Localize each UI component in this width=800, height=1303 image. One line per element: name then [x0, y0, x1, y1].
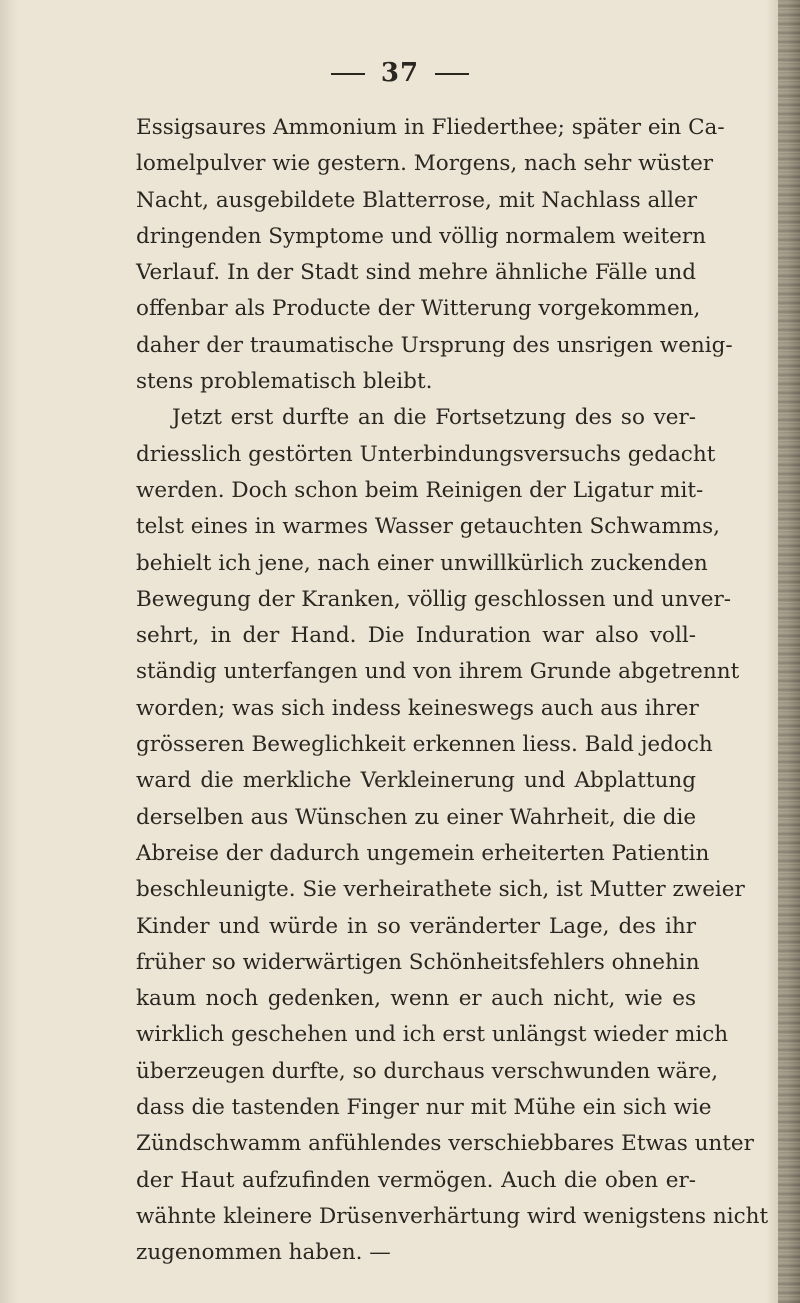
text-line: wähnte kleinere Drüsenverhärtung wird wenigstens nicht — [136, 1203, 769, 1229]
text-line: sehrt, in der Hand. Die Induration war also voll- — [136, 623, 696, 649]
text-line: dringenden Symptome und völlig normalem weitern — [136, 223, 707, 249]
text-line: driesslich gestörten Unterbindungsversuchs gedacht — [136, 441, 716, 467]
text-line: werden. Doch schon beim Reinigen der Ligatur mit- — [136, 477, 704, 503]
text-line: Verlauf. In der Stadt sind mehre ähnliche Fälle und — [136, 260, 696, 286]
page-number: 37 — [380, 58, 420, 88]
text-line: grösseren Beweglichkeit erkennen liess. Bald jedoch — [136, 732, 713, 758]
text-line: Essigsaures Ammonium in Fliederthee; später ein Ca- — [136, 115, 725, 140]
text-line: Kinder und würde in so veränderter Lage, des ihr — [136, 913, 696, 939]
text-line: wirklich geschehen und ich erst unlängst wieder mich — [136, 1022, 729, 1048]
text-line: Nacht, ausgebildete Blatterrose, mit Nachlass aller — [136, 187, 698, 213]
text-line: lomelpulver wie gestern. Morgens, nach sehr wüster — [136, 151, 714, 177]
text-line: worden; was sich indess keineswegs auch aus ihrer — [136, 695, 699, 721]
text-line: derselben aus Wünschen zu einer Wahrheit, die die — [136, 804, 697, 830]
text-line: behielt ich jene, nach einer unwillkürlich zuckenden — [136, 550, 708, 576]
header-dash-left — [331, 73, 365, 75]
text-line: Zündschwamm anfühlendes verschiebbares Etwas unter — [136, 1131, 754, 1157]
page-gutter-shadow — [778, 0, 800, 1303]
text-line: zugenommen haben. — — [136, 1240, 391, 1266]
body-text — [136, 110, 769, 1272]
text-line: früher so widerwärtigen Schönheitsfehlers ohnehin — [136, 949, 700, 975]
text-line: telst eines in warmes Wasser getauchten Schwamms, — [136, 514, 720, 540]
text-line: der Haut aufzufinden vermögen. Auch die oben er- — [136, 1167, 696, 1193]
text-line: daher der traumatische Ursprung des unsrigen wenig- — [136, 332, 733, 358]
text-line: stens problematisch bleibt. — [136, 369, 433, 395]
text-line: Bewegung der Kranken, völlig geschlossen und unver- — [136, 586, 731, 612]
text-line: Abreise der dadurch ungemein erheiterten Patientin — [136, 840, 710, 866]
text-line: kaum noch gedenken, wenn er auch nicht, wie es — [136, 986, 696, 1012]
header-dash-right — [435, 73, 469, 75]
text-line: dass die tastenden Finger nur mit Mühe ein sich wie — [136, 1095, 712, 1121]
text-line: beschleunigte. Sie verheirathete sich, ist Mutter zweier — [136, 877, 745, 903]
text-line: überzeugen durfte, so durchaus verschwunden wäre, — [136, 1058, 719, 1084]
text-line: Jetzt erst durfte an die Fortsetzung des so ver- — [172, 405, 696, 431]
text-line: ständig unterfangen und von ihrem Grunde abgetrennt — [136, 659, 740, 685]
page-header — [0, 58, 800, 88]
text-line: offenbar als Producte der Witterung vorgekommen, — [136, 296, 701, 322]
text-line: ward die merkliche Verkleinerung und Abplattung — [136, 768, 696, 794]
